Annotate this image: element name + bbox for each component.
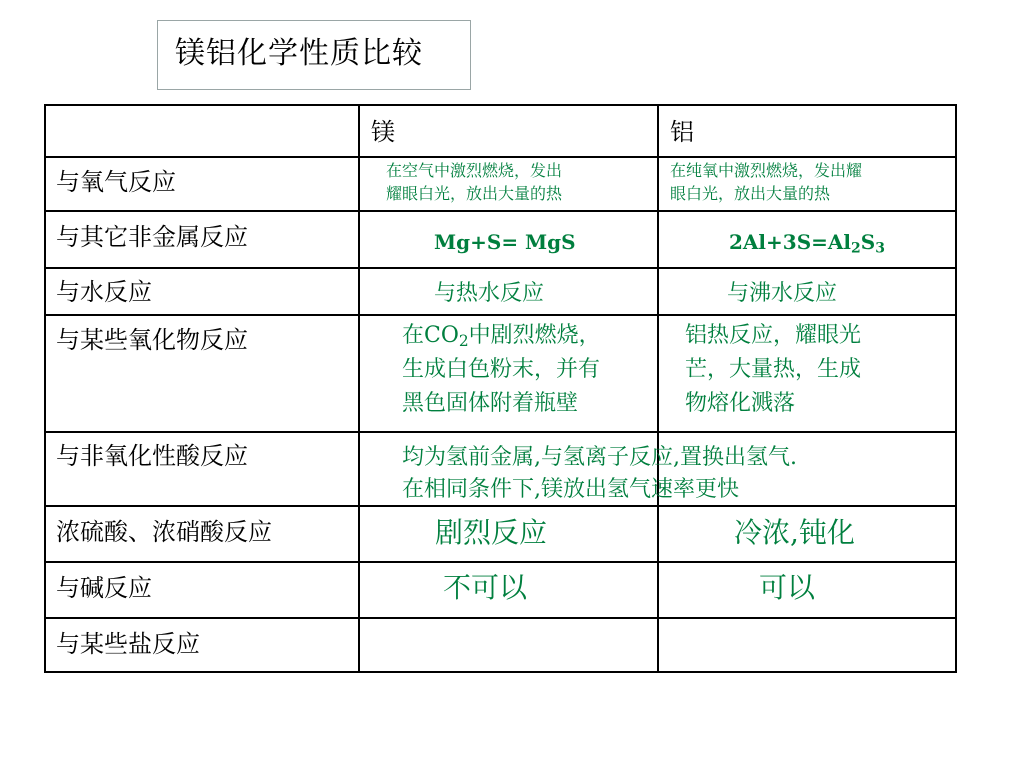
- row-divider: [46, 431, 955, 433]
- al-water-reaction: 与沸水反应: [727, 281, 838, 306]
- al-equation-subscript: 2: [851, 240, 861, 257]
- al-oxide-line3: 物熔化溅落: [685, 391, 796, 416]
- row-label-conc-acid: 浓硫酸、浓硝酸反应: [56, 518, 272, 546]
- page-title: 镁铝化学性质比较: [175, 36, 423, 71]
- header-al: 铝: [670, 118, 694, 146]
- al-oxygen-line1: 在纯氧中激烈燃烧，发出耀: [670, 161, 863, 180]
- acid-reaction-line1: 均为氢前金属,与氢离子反应,置换出氢气.: [402, 445, 797, 470]
- mg-oxygen-line1: 在空气中激烈燃烧，发出: [386, 161, 563, 180]
- al-oxide-line1: 铝热反应，耀眼光: [685, 323, 862, 348]
- column-divider: [657, 106, 659, 671]
- row-label-water: 与水反应: [56, 278, 152, 306]
- row-divider: [46, 210, 955, 212]
- mg-oxide-text: 中剧烈燃烧，: [468, 323, 601, 348]
- al-equation-subscript: 3: [875, 240, 885, 257]
- comparison-table: [44, 104, 957, 673]
- al-conc-acid: 冷浓,钝化: [734, 516, 855, 549]
- co2-subscript: 2: [458, 331, 469, 350]
- row-divider: [46, 267, 955, 269]
- al-equation-part: S: [860, 230, 876, 254]
- mg-water-reaction: 与热水反应: [434, 281, 545, 306]
- row-label-base: 与碱反应: [56, 574, 152, 602]
- row-divider: [46, 314, 955, 316]
- row-label-oxygen: 与氧气反应: [56, 168, 176, 196]
- al-base: 可以: [759, 571, 816, 604]
- mg-oxide-line2: 生成白色粉末，并有: [402, 357, 601, 382]
- al-equation-part: 2Al+3S=Al: [729, 230, 852, 254]
- header-mg: 镁: [371, 118, 395, 146]
- column-divider: [358, 106, 360, 671]
- row-divider: [46, 156, 955, 158]
- mg-base: 不可以: [443, 571, 528, 604]
- al-nonmetal-equation: [729, 230, 885, 261]
- row-label-oxide: 与某些氧化物反应: [56, 326, 248, 354]
- row-divider: [46, 561, 955, 563]
- row-label-salt: 与某些盐反应: [56, 630, 200, 658]
- row-label-nonmetal: 与其它非金属反应: [56, 223, 248, 251]
- mg-oxide-line3: 黑色固体附着瓶壁: [402, 391, 579, 416]
- mg-nonmetal-equation: Mg+S= MgS: [434, 230, 576, 254]
- mg-oxide-line1: [402, 320, 601, 357]
- mg-oxygen-line2: 耀眼白光，放出大量的热: [386, 184, 563, 203]
- al-oxide-line2: 芒，大量热，生成: [685, 357, 862, 382]
- mg-oxide-text: 在CO: [402, 323, 459, 348]
- acid-reaction-line2: 在相同条件下,镁放出氢气速率更快: [402, 477, 739, 502]
- row-divider: [46, 617, 955, 619]
- al-oxygen-line2: 眼白光，放出大量的热: [670, 184, 831, 203]
- title-box: [157, 20, 471, 90]
- row-label-acid: 与非氧化性酸反应: [56, 442, 248, 470]
- mg-conc-acid: 剧烈反应: [435, 516, 548, 549]
